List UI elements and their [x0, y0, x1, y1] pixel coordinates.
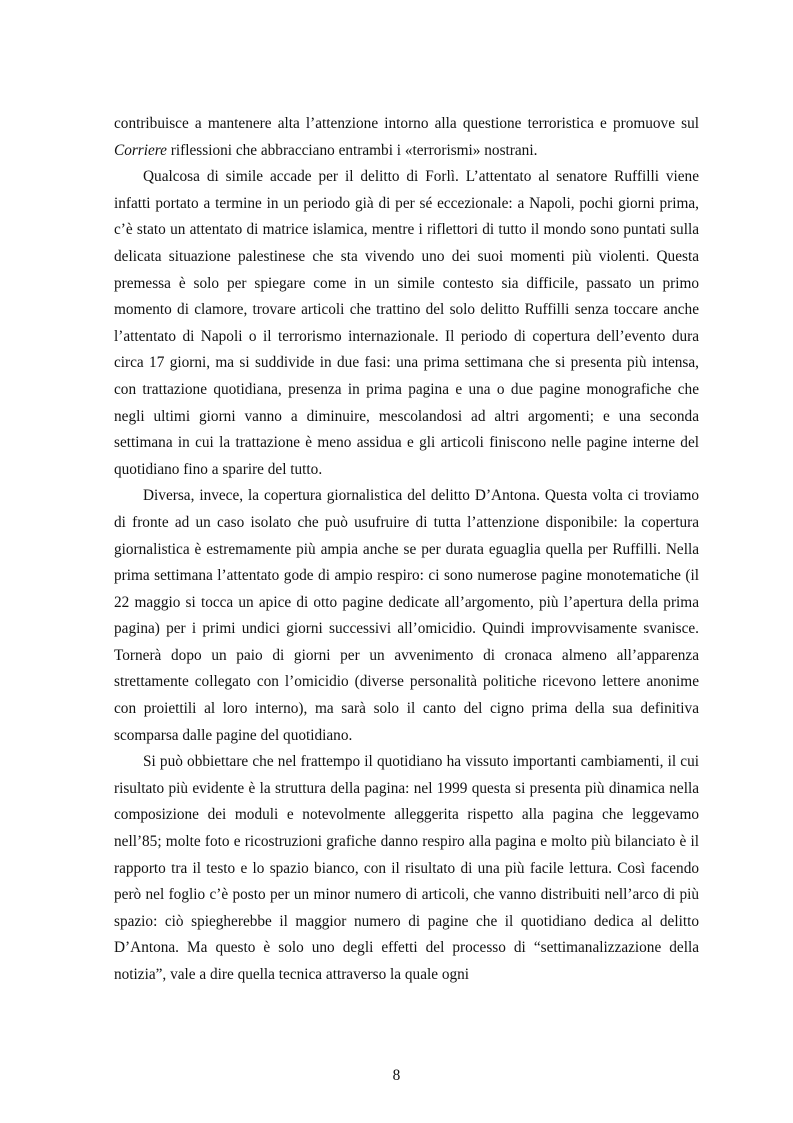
page-number: 8	[392, 1067, 401, 1084]
paragraph-1-after: riflessioni che abbracciano entrambi i «terrorismi» nostrani.	[166, 141, 538, 159]
paragraph-1-before: contribuisce a mantenere alta l’attenzione intorno alla questione terroristica e promuove sul	[114, 115, 699, 132]
paragraph-1	[114, 111, 699, 164]
paragraph-4: Si può obbiettare che nel frattempo il quotidiano ha vissuto importanti cambiamenti, il cui risultato più evidente è la struttura della pagina: nel 1999 questa si presenta più dinamica nella composizione dei moduli e notevolmente alleggerita rispetto alla pagina che leggevamo nell’85; molte foto e ricostruzioni grafiche danno respiro alla pagina e molto più bilanciato è il rapporto tra il testo e lo spazio bianco, con il risultato di una più facile lettura. Così facendo però nel foglio c’è posto per un minor numero di articoli, che vanno distribuiti nell’arco di più spazio: ciò spiegherebbe il maggior numero di pagine che il quotidiano dedica al delitto D’Antona. Ma questo è solo uno degli effetti del processo di “settimanalizzazione della notizia”, vale a dire quella tecnica attraverso la quale ogni	[114, 753, 699, 983]
page-body	[114, 111, 699, 989]
paragraph-2: Qualcosa di simile accade per il delitto di Forlì. L’attentato al senatore Ruffilli viene infatti portato a termine in un periodo già di per sé eccezionale: a Napoli, pochi giorni prima, c’è stato un attentato di matrice islamica, mentre i riflettori di tutto il mondo sono puntati sulla delicata situazione palestinese che sta vivendo uno dei suoi momenti più violenti. Questa premessa è solo per spiegare come in un simile contesto sia difficile, passato un primo momento di clamore, trovare articoli che trattino del solo delitto Ruffilli senza toccare anche l’attentato di Napoli o il terrorismo internazionale. Il periodo di copertura dell’evento dura circa 17 giorni, ma si suddivide in due fasi: una prima settimana che si presenta più intensa, con trattazione quotidiana, presenza in prima pagina e una o due pagine monografiche che negli ultimi giorni vanno a diminuire, mescolandosi ad altri argomenti; e una seconda settimana in cui la trattazione è meno assidua e gli articoli finiscono nelle pagine interne del quotidiano fino a sparire del tutto.	[114, 168, 699, 478]
paragraph-3: Diversa, invece, la copertura giornalistica del delitto D’Antona. Questa volta ci troviamo di fronte ad un caso isolato che può usufruire di tutta l’attenzione disponibile: la copertura giornalistica è estremamente più ampia anche se per durata eguaglia quella per Ruffilli. Nella prima settimana l’attentato gode di ampio respiro: ci sono numerose pagine monotematiche (il 22 maggio si tocca un apice di otto pagine dedicate all’argomento, più l’apertura della prima pagina) per i primi undici giorni successivi all’omicidio. Quindi improvvisamente svanisce. Tornerà dopo un paio di giorni per un avvenimento di cronaca almeno all’apparenza strettamente collegato con l’omicidio (diverse personalità politiche ricevono lettere anonime con proiettili al loro interno), ma sarà solo il canto del cigno prima della sua definitiva scomparsa dalle pagine del quotidiano.	[114, 487, 699, 744]
newspaper-title-italic: Corriere	[114, 141, 167, 159]
